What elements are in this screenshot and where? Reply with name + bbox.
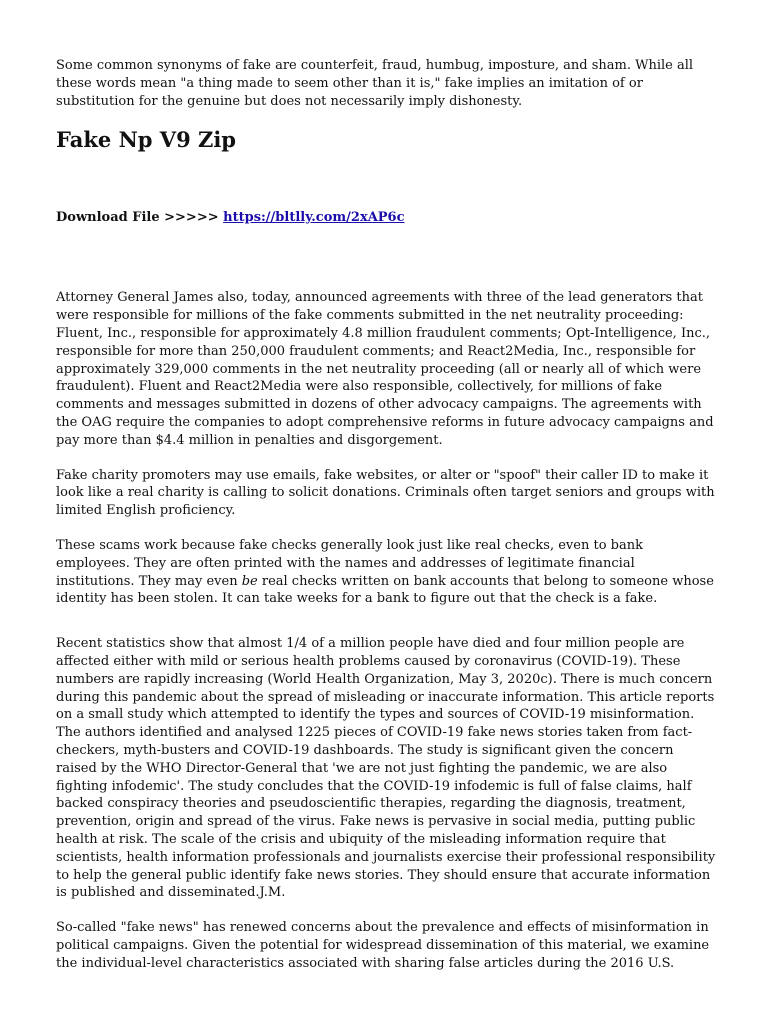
paragraph-fake-checks: [56, 537, 716, 608]
paragraph-attorney-general: Attorney General James also, today, announced agreements with three of the lead generators that were responsible for millions of the fake comments submitted in the net neutrality proceeding: Fluent, Inc., responsible for approximately 4.8 million fraudulent comments; Opt-Intelligence, Inc., responsible for more than 250,000 fraudulent comments; and React2Media, Inc., responsible for approximately 329,000 comments in the net neutrality proceeding (all or nearly all of which were fraudulent). Fluent and React2Media were also responsible, collectively, for millions of fake comments and messages submitted in dozens of other advocacy campaigns. The agreements with the OAG require the companies to adopt comprehensive reforms in future advocacy campaigns and pay more than $4.4 million in penalties and disgorgement.: [56, 290, 714, 448]
paragraph-fake-checks-emphasis: be: [241, 573, 258, 589]
download-label: Download File >>>>>: [56, 210, 224, 226]
paragraph-fake-checks-part-2: real checks written on bank accounts that belong to someone whose identity has been stolen. It can take weeks for a bank to figure out that the check is a fake.: [56, 573, 714, 607]
download-line: [56, 209, 716, 227]
paragraph-fake-charity: Fake charity promoters may use emails, fake websites, or alter or "spoof" their caller ID to make it look like a real charity is calling to solicit donations. Criminals often target seniors and groups with limited English proficiency.: [56, 467, 715, 519]
paragraph-covid-infodemic: Recent statistics show that almost 1/4 of a million people have died and four million people are affected either with mild or serious health problems caused by coronavirus (COVID-19). These numbers are rapidly increasing (World Health Organization, May 3, 2020c). There is much concern during this pandemic about the spread of misleading or inaccurate information. This article reports on a small study which attempted to identify the types and sources of COVID-19 misinformation. The authors identified and analysed 1225 pieces of COVID-19 fake news stories taken from fact-checkers, myth-busters and COVID-19 dashboards. The study is significant given the concern raised by the WHO Director-General that 'we are not just fighting the pandemic, we are also fighting infodemic'. The study concludes that the COVID-19 infodemic is full of false claims, half backed conspiracy theories and pseudoscientific therapies, regarding the diagnosis, treatment, prevention, origin and spread of the virus. Fake news is pervasive in social media, putting public health at risk. The scale of the crisis and ubiquity of the misleading information require that scientists, health information professionals and journalists exercise their professional responsibility to help the general public identify fake news stories. They should ensure that accurate information is published and disseminated.J.M.: [56, 636, 716, 901]
download-link[interactable]: https://bltlly.com/2xAP6c: [223, 210, 405, 226]
paragraph-fake-checks-part-1: These scams work because fake checks generally look just like real checks, even to bank employees. They are often printed with the names and addresses of legitimate financial institutions. They may even: [56, 537, 643, 589]
intro-paragraph: Some common synonyms of fake are counterfeit, fraud, humbug, imposture, and sham. While all these words mean "a thing made to seem other than it is," fake implies an imitation of or substitution for the genuine but does not necessarily imply dishonesty.: [56, 58, 694, 109]
page-title: Fake Np V9 Zip: [56, 127, 236, 153]
paragraph-fake-news: So-called "fake news" has renewed concerns about the prevalence and effects of misinformation in political campaigns. Given the potential for widespread dissemination of this material, we examine the individual-level characteristics associated with sharing false articles during the 2016 U.S.: [56, 920, 710, 971]
